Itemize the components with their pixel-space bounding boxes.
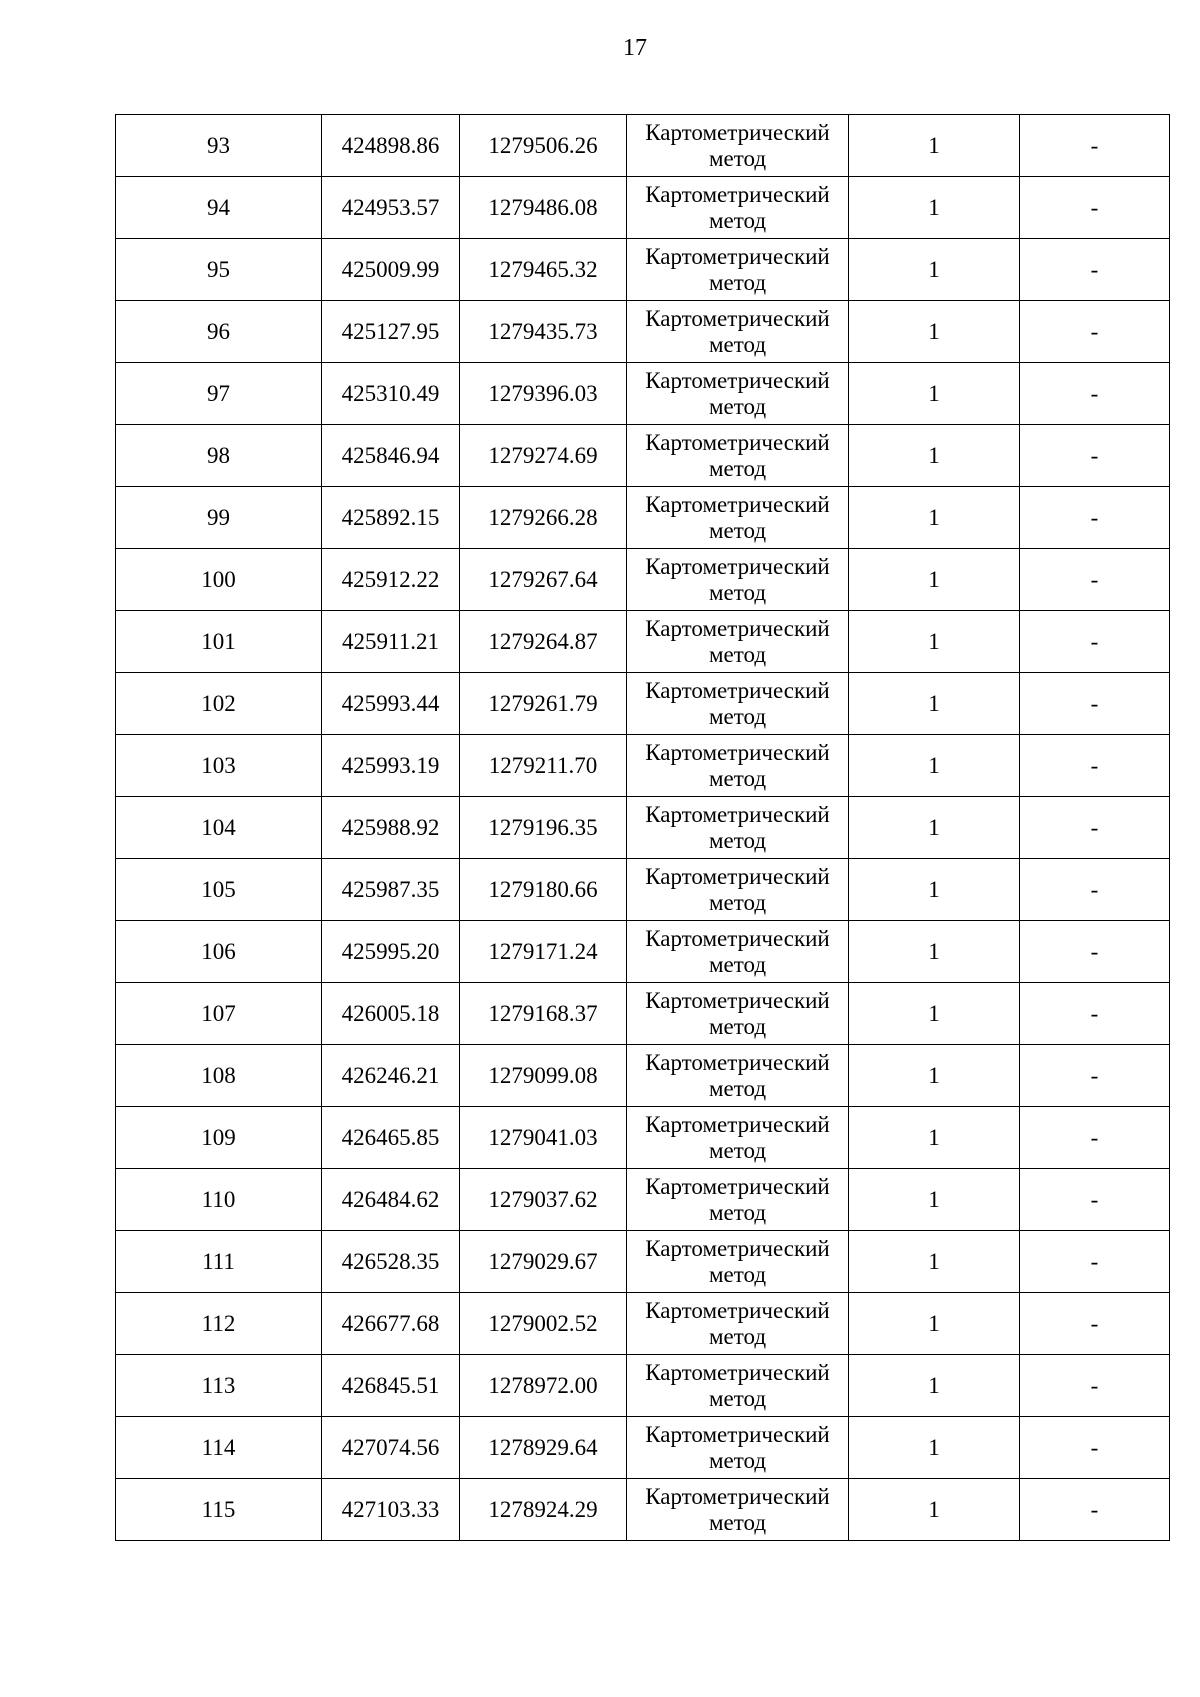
point-number-cell: 114	[116, 1417, 322, 1479]
table-row	[116, 1107, 1170, 1169]
method-line-1: Картометрический	[645, 1235, 830, 1261]
accuracy-cell: 1	[849, 363, 1020, 425]
method-line-2: метод	[708, 765, 767, 791]
description-cell: -	[1020, 1479, 1170, 1541]
description-cell: -	[1020, 983, 1170, 1045]
method-line-2: метод	[708, 207, 767, 233]
x-coordinate-cell: 426005.18	[322, 983, 460, 1045]
point-number-cell: 97	[116, 363, 322, 425]
accuracy-cell: 1	[849, 673, 1020, 735]
y-coordinate-cell: 1279041.03	[460, 1107, 627, 1169]
method-line-2: метод	[708, 889, 767, 915]
y-coordinate-cell: 1279002.52	[460, 1293, 627, 1355]
method-line-2: метод	[708, 455, 767, 481]
method-line-2: метод	[708, 579, 767, 605]
y-coordinate-cell: 1279211.70	[460, 735, 627, 797]
x-coordinate-cell: 425993.19	[322, 735, 460, 797]
point-number-cell: 99	[116, 487, 322, 549]
x-coordinate-cell: 425892.15	[322, 487, 460, 549]
x-coordinate-cell: 424953.57	[322, 177, 460, 239]
accuracy-cell: 1	[849, 1293, 1020, 1355]
y-coordinate-cell: 1279099.08	[460, 1045, 627, 1107]
point-number-cell: 101	[116, 611, 322, 673]
point-number-cell: 113	[116, 1355, 322, 1417]
x-coordinate-cell: 426677.68	[322, 1293, 460, 1355]
description-cell: -	[1020, 921, 1170, 983]
method-cell	[627, 487, 849, 549]
description-cell: -	[1020, 425, 1170, 487]
point-number-cell: 110	[116, 1169, 322, 1231]
table-row	[116, 1045, 1170, 1107]
table-row	[116, 1169, 1170, 1231]
point-number-cell: 102	[116, 673, 322, 735]
point-number-cell: 106	[116, 921, 322, 983]
description-cell: -	[1020, 611, 1170, 673]
table-row	[116, 611, 1170, 673]
table-row	[116, 921, 1170, 983]
description-cell: -	[1020, 797, 1170, 859]
method-cell	[627, 1045, 849, 1107]
description-cell: -	[1020, 301, 1170, 363]
table-row	[116, 301, 1170, 363]
table-row	[116, 1231, 1170, 1293]
method-line-2: метод	[708, 951, 767, 977]
table-row	[116, 115, 1170, 177]
accuracy-cell: 1	[849, 487, 1020, 549]
x-coordinate-cell: 427074.56	[322, 1417, 460, 1479]
method-line-1: Картометрический	[645, 1049, 830, 1075]
table-row	[116, 797, 1170, 859]
table-row	[116, 177, 1170, 239]
y-coordinate-cell: 1278972.00	[460, 1355, 627, 1417]
method-cell	[627, 921, 849, 983]
method-line-2: метод	[708, 1447, 767, 1473]
y-coordinate-cell: 1279196.35	[460, 797, 627, 859]
point-number-cell: 103	[116, 735, 322, 797]
description-cell: -	[1020, 487, 1170, 549]
method-line-1: Картометрический	[645, 987, 830, 1013]
method-line-1: Картометрический	[645, 553, 830, 579]
y-coordinate-cell: 1279506.26	[460, 115, 627, 177]
x-coordinate-cell: 425127.95	[322, 301, 460, 363]
y-coordinate-cell: 1279266.28	[460, 487, 627, 549]
method-line-2: метод	[708, 145, 767, 171]
method-line-1: Картометрический	[645, 739, 830, 765]
description-cell: -	[1020, 1417, 1170, 1479]
page-number: 17	[623, 35, 647, 61]
description-cell: -	[1020, 735, 1170, 797]
x-coordinate-cell: 426465.85	[322, 1107, 460, 1169]
method-cell	[627, 1355, 849, 1417]
y-coordinate-cell: 1279037.62	[460, 1169, 627, 1231]
accuracy-cell: 1	[849, 1045, 1020, 1107]
table-row	[116, 425, 1170, 487]
accuracy-cell: 1	[849, 301, 1020, 363]
method-line-2: метод	[708, 1013, 767, 1039]
method-line-1: Картометрический	[645, 367, 830, 393]
description-cell: -	[1020, 673, 1170, 735]
coordinates-table	[115, 114, 1170, 1541]
accuracy-cell: 1	[849, 859, 1020, 921]
method-line-2: метод	[708, 703, 767, 729]
point-number-cell: 111	[116, 1231, 322, 1293]
method-cell	[627, 1293, 849, 1355]
x-coordinate-cell: 425310.49	[322, 363, 460, 425]
method-cell	[627, 239, 849, 301]
x-coordinate-cell: 425009.99	[322, 239, 460, 301]
x-coordinate-cell: 425911.21	[322, 611, 460, 673]
description-cell: -	[1020, 1355, 1170, 1417]
method-cell	[627, 611, 849, 673]
accuracy-cell: 1	[849, 1417, 1020, 1479]
y-coordinate-cell: 1278929.64	[460, 1417, 627, 1479]
table-row	[116, 1479, 1170, 1541]
accuracy-cell: 1	[849, 549, 1020, 611]
method-line-1: Картометрический	[645, 801, 830, 827]
y-coordinate-cell: 1279168.37	[460, 983, 627, 1045]
description-cell: -	[1020, 549, 1170, 611]
table-row	[116, 1417, 1170, 1479]
method-line-1: Картометрический	[645, 863, 830, 889]
point-number-cell: 112	[116, 1293, 322, 1355]
point-number-cell: 93	[116, 115, 322, 177]
method-line-1: Картометрический	[645, 429, 830, 455]
point-number-cell: 96	[116, 301, 322, 363]
point-number-cell: 94	[116, 177, 322, 239]
accuracy-cell: 1	[849, 921, 1020, 983]
method-line-1: Картометрический	[645, 615, 830, 641]
point-number-cell: 98	[116, 425, 322, 487]
y-coordinate-cell: 1279261.79	[460, 673, 627, 735]
method-line-2: метод	[708, 1261, 767, 1287]
method-line-2: метод	[708, 1385, 767, 1411]
accuracy-cell: 1	[849, 425, 1020, 487]
method-cell	[627, 177, 849, 239]
accuracy-cell: 1	[849, 983, 1020, 1045]
x-coordinate-cell: 426484.62	[322, 1169, 460, 1231]
y-coordinate-cell: 1279486.08	[460, 177, 627, 239]
y-coordinate-cell: 1279180.66	[460, 859, 627, 921]
accuracy-cell: 1	[849, 1107, 1020, 1169]
method-cell	[627, 859, 849, 921]
x-coordinate-cell: 426528.35	[322, 1231, 460, 1293]
y-coordinate-cell: 1279267.64	[460, 549, 627, 611]
method-line-2: метод	[708, 1509, 767, 1535]
description-cell: -	[1020, 1293, 1170, 1355]
description-cell: -	[1020, 115, 1170, 177]
method-line-1: Картометрический	[645, 1483, 830, 1509]
description-cell: -	[1020, 1169, 1170, 1231]
method-cell	[627, 1479, 849, 1541]
accuracy-cell: 1	[849, 1169, 1020, 1231]
table-row	[116, 735, 1170, 797]
x-coordinate-cell: 425988.92	[322, 797, 460, 859]
method-line-2: метод	[708, 269, 767, 295]
method-cell	[627, 735, 849, 797]
method-cell	[627, 983, 849, 1045]
method-line-1: Картометрический	[645, 181, 830, 207]
point-number-cell: 107	[116, 983, 322, 1045]
x-coordinate-cell: 426845.51	[322, 1355, 460, 1417]
accuracy-cell: 1	[849, 611, 1020, 673]
y-coordinate-cell: 1279264.87	[460, 611, 627, 673]
table-row	[116, 1293, 1170, 1355]
y-coordinate-cell: 1279171.24	[460, 921, 627, 983]
method-cell	[627, 115, 849, 177]
x-coordinate-cell: 424898.86	[322, 115, 460, 177]
description-cell: -	[1020, 239, 1170, 301]
point-number-cell: 100	[116, 549, 322, 611]
method-line-2: метод	[708, 393, 767, 419]
accuracy-cell: 1	[849, 115, 1020, 177]
method-cell	[627, 425, 849, 487]
method-line-2: метод	[708, 1137, 767, 1163]
y-coordinate-cell: 1279396.03	[460, 363, 627, 425]
method-cell	[627, 1169, 849, 1231]
table-row	[116, 859, 1170, 921]
method-line-1: Картометрический	[645, 925, 830, 951]
accuracy-cell: 1	[849, 239, 1020, 301]
method-cell	[627, 1231, 849, 1293]
accuracy-cell: 1	[849, 177, 1020, 239]
y-coordinate-cell: 1278924.29	[460, 1479, 627, 1541]
method-line-2: метод	[708, 1323, 767, 1349]
y-coordinate-cell: 1279435.73	[460, 301, 627, 363]
description-cell: -	[1020, 363, 1170, 425]
table-row	[116, 363, 1170, 425]
method-line-2: метод	[708, 517, 767, 543]
x-coordinate-cell: 425846.94	[322, 425, 460, 487]
method-line-2: метод	[708, 641, 767, 667]
x-coordinate-cell: 426246.21	[322, 1045, 460, 1107]
method-line-2: метод	[708, 1075, 767, 1101]
description-cell: -	[1020, 859, 1170, 921]
method-line-1: Картометрический	[645, 243, 830, 269]
y-coordinate-cell: 1279465.32	[460, 239, 627, 301]
method-cell	[627, 363, 849, 425]
method-cell	[627, 549, 849, 611]
method-line-2: метод	[708, 1199, 767, 1225]
method-line-1: Картометрический	[645, 305, 830, 331]
x-coordinate-cell: 425995.20	[322, 921, 460, 983]
table-row	[116, 239, 1170, 301]
method-line-2: метод	[708, 331, 767, 357]
method-cell	[627, 301, 849, 363]
table-row	[116, 983, 1170, 1045]
y-coordinate-cell: 1279274.69	[460, 425, 627, 487]
accuracy-cell: 1	[849, 797, 1020, 859]
accuracy-cell: 1	[849, 1355, 1020, 1417]
table-row	[116, 487, 1170, 549]
method-line-1: Картометрический	[645, 1111, 830, 1137]
method-line-2: метод	[708, 827, 767, 853]
method-cell	[627, 1107, 849, 1169]
x-coordinate-cell: 425987.35	[322, 859, 460, 921]
point-number-cell: 109	[116, 1107, 322, 1169]
point-number-cell: 104	[116, 797, 322, 859]
x-coordinate-cell: 425912.22	[322, 549, 460, 611]
description-cell: -	[1020, 1107, 1170, 1169]
method-cell	[627, 1417, 849, 1479]
method-line-1: Картометрический	[645, 1359, 830, 1385]
accuracy-cell: 1	[849, 1231, 1020, 1293]
method-line-1: Картометрический	[645, 1173, 830, 1199]
point-number-cell: 108	[116, 1045, 322, 1107]
table-row	[116, 1355, 1170, 1417]
point-number-cell: 115	[116, 1479, 322, 1541]
method-line-1: Картометрический	[645, 119, 830, 145]
point-number-cell: 105	[116, 859, 322, 921]
description-cell: -	[1020, 177, 1170, 239]
x-coordinate-cell: 427103.33	[322, 1479, 460, 1541]
description-cell: -	[1020, 1231, 1170, 1293]
point-number-cell: 95	[116, 239, 322, 301]
method-line-1: Картометрический	[645, 1297, 830, 1323]
method-cell	[627, 673, 849, 735]
table-row	[116, 673, 1170, 735]
table-row	[116, 549, 1170, 611]
method-line-1: Картометрический	[645, 677, 830, 703]
x-coordinate-cell: 425993.44	[322, 673, 460, 735]
method-line-1: Картометрический	[645, 491, 830, 517]
accuracy-cell: 1	[849, 1479, 1020, 1541]
description-cell: -	[1020, 1045, 1170, 1107]
accuracy-cell: 1	[849, 735, 1020, 797]
coordinates-table-body	[116, 115, 1170, 1541]
y-coordinate-cell: 1279029.67	[460, 1231, 627, 1293]
method-line-1: Картометрический	[645, 1421, 830, 1447]
method-cell	[627, 797, 849, 859]
